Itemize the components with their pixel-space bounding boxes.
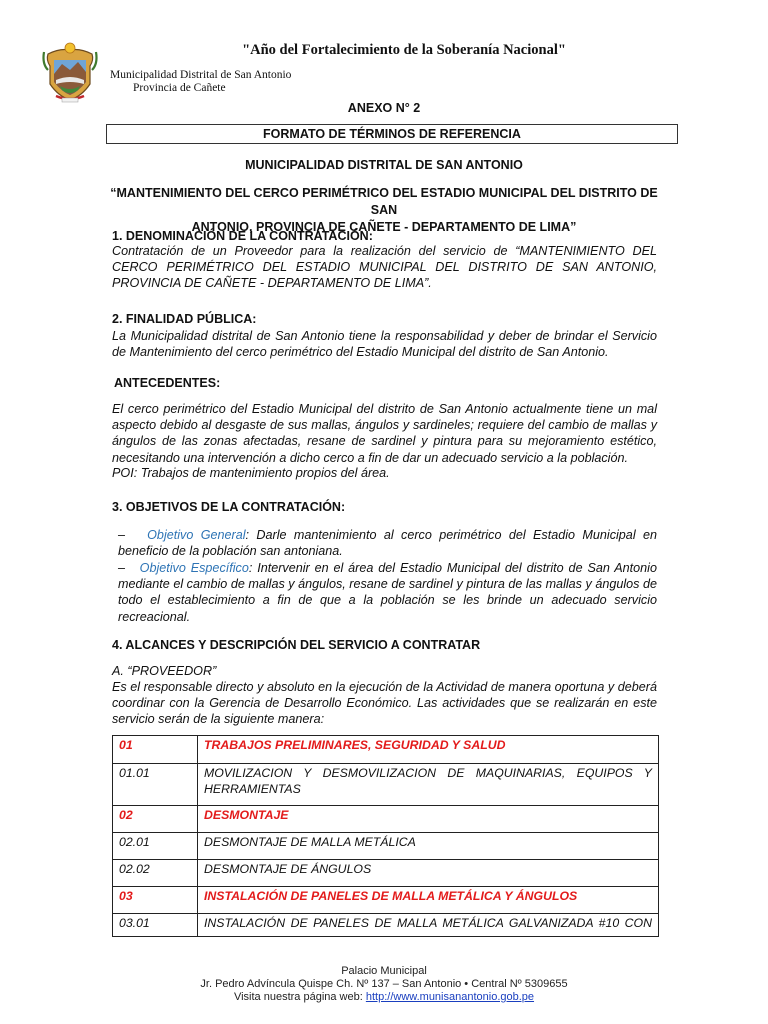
objective-general-label: Objetivo General [147,528,246,542]
section-2-heading: 2. FINALIDAD PÚBLICA: [112,312,257,326]
item-code: 01 [113,736,198,764]
item-code: 02.01 [113,833,198,860]
municipality-name: Municipalidad Distrital de San Antonio [110,69,292,81]
item-code: 01.01 [113,764,198,806]
item-description: TRABAJOS PRELIMINARES, SEGURIDAD Y SALUD [198,736,659,764]
table-row [113,764,659,806]
item-description: DESMONTAJE DE ÁNGULOS [198,860,659,887]
footer-line-1: Palacio Municipal [341,965,427,977]
objective-general-text: : Darle mantenimiento al cerco perimétrico del Estadio Municipal en beneficio de la población san antoniana. [118,528,657,559]
province-name: Provincia de Cañete [133,82,226,94]
item-code: 03 [113,887,198,914]
dash-bullet: – [118,528,126,542]
table-row [113,736,659,764]
item-description: INSTALACIÓN DE PANELES DE MALLA METÁLICA Y ÁNGULOS [198,887,659,914]
section-4-sub-a: A. “PROVEEDOR” [112,664,217,678]
table-row [113,833,659,860]
objective-specific-text: : Intervenir en el área del Estadio Municipal del distrito de San Antonio mediante el cambio de mallas y ángulos, resane de sardinel y pintura de las mallas y ángulos de todo el establecimiento a fin de que a la población se les brinde un adecuado servicio recreacional. [118,561,657,624]
project-title-line-1: “MANTENIMIENTO DEL CERCO PERIMÉTRICO DEL ESTADIO MUNICIPAL DEL DISTRITO DE SAN [110,186,658,217]
item-description: MOVILIZACION Y DESMOVILIZACION DE MAQUINARIAS, EQUIPOS Y HERRAMIENTAS [198,764,659,806]
website-link[interactable]: http://www.munisanantonio.gob.pe [365,991,535,1003]
item-code: 02.02 [113,860,198,887]
item-description: DESMONTAJE [198,806,659,833]
antecedentes-heading: ANTECEDENTES: [114,376,221,390]
table-row [113,914,659,937]
project-title-line-2: ANTONIO, PROVINCIA DE CAÑETE - DEPARTAMENTO DE LIMA” [191,220,577,234]
table-row [113,887,659,914]
format-title-box: FORMATO DE TÉRMINOS DE REFERENCIA [106,124,678,144]
antecedentes-poi: POI: Trabajos de mantenimiento propios del área. [112,466,390,480]
objective-specific-label: Objetivo Específico [139,561,249,575]
section-4-heading: 4. ALCANCES Y DESCRIPCIÓN DEL SERVICIO A CONTRATAR [112,638,481,652]
table-row [113,860,659,887]
entity-title: MUNICIPALIDAD DISTRITAL DE SAN ANTONIO [245,158,523,172]
item-description: DESMONTAJE DE MALLA METÁLICA [198,833,659,860]
section-1-heading: 1. DENOMINACIÓN DE LA CONTRATACIÓN: [112,229,373,243]
objective-general [118,527,657,559]
annex-number: ANEXO N° 2 [347,101,421,115]
section-3-heading: 3. OBJETIVOS DE LA CONTRATACIÓN: [112,500,346,514]
section-1-body: Contratación de un Proveedor para la realización del servicio de “MANTENIMIENTO DEL CERCO PERIMÉTRICO DEL ESTADIO MUNICIPAL DEL DISTRITO DE SAN ANTONIO, PROVINCIA DE CAÑETE - DEPARTAMENTO DE LIMA”. [112,244,657,291]
footer-web [0,991,768,1004]
item-code: 02 [113,806,198,833]
section-4-body: Es el responsable directo y absoluto en la ejecución de la Actividad de manera oportuna y deberá coordinar con la Gerencia de Desarrollo Económico. Las actividades que se realizarán en este servicio serán de la siguiente manera: [112,680,657,727]
objective-specific [118,560,657,625]
footer-address: Jr. Pedro Advíncula Quispe Ch. Nº 137 – San Antonio • Central Nº 5309655 [200,978,568,990]
antecedentes-body: El cerco perimétrico del Estadio Municipal del distrito de San Antonio actualmente tiene un mal aspecto debido al desgaste de sus mallas, ángulos y sardineles; requiere del cambio de mallas y ángulos de las zonas afectadas, resane de sardinel y pintura para su mejoramiento estético, necesitando una intervención a dicho cerco a fin de dar un adecuado servicio a la población. [112,402,657,465]
header-motto: "Año del Fortalecimiento de la Soberanía Nacional" [242,42,566,58]
table-row [113,806,659,833]
dash-bullet: – [118,561,126,575]
activities-table [112,735,659,937]
item-code: 03.01 [113,914,198,937]
footer-web-label: Visita nuestra página web: [233,991,366,1003]
item-description: INSTALACIÓN DE PANELES DE MALLA METÁLICA GALVANIZADA #10 CON [198,914,659,937]
section-2-body: La Municipalidad distrital de San Antonio tiene la responsabilidad y deber de brindar el Servicio de Mantenimiento del cerco perimétrico del Estadio Municipal del distrito de San Antonio. [112,329,657,360]
